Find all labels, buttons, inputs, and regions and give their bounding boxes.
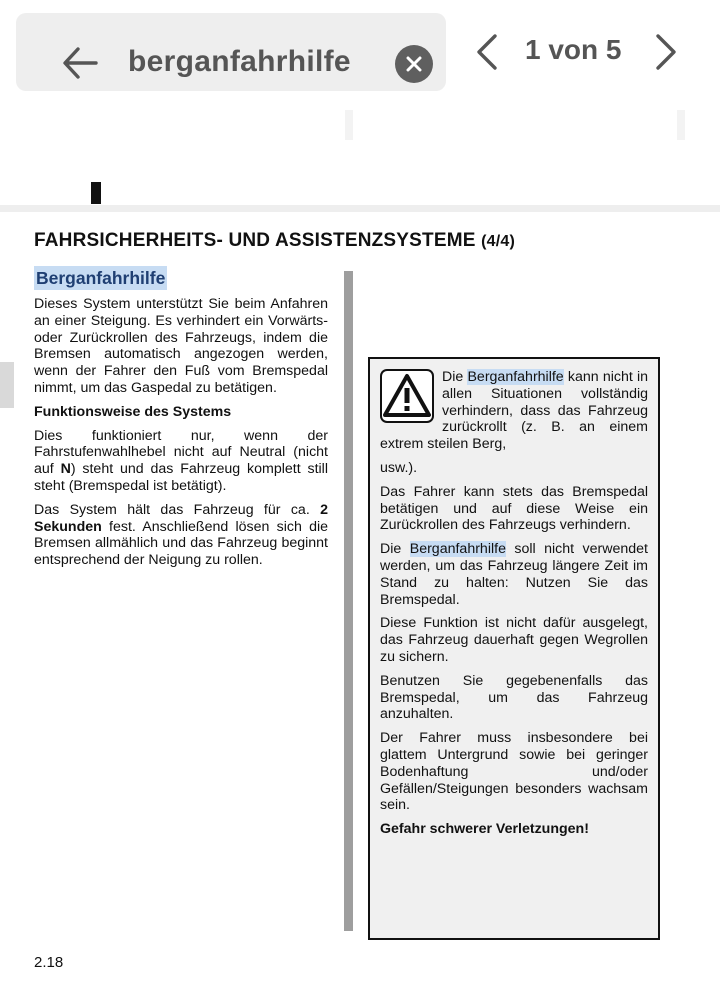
page-number: 2.18: [34, 954, 64, 971]
section-heading: Berganfahrhilfe: [36, 268, 166, 288]
warning-box: [368, 357, 660, 940]
side-tab[interactable]: [0, 362, 14, 408]
page-title-part: (4/4): [481, 233, 516, 250]
bold-text: 2 Sekunden: [34, 501, 328, 535]
text-span: ) steht und das Fahrzeug komplett still steht (Bremspedal ist betätigt).: [34, 461, 328, 494]
match-counter: 1 von 5: [525, 34, 622, 65]
text-span: soll nicht verwendet werden, um das Fahrzeug längere Zeit im Stand zu halten: Nutzen Sie das Bremspedal.: [380, 541, 648, 608]
page-divider: [0, 205, 720, 212]
text-span: Dies funktioniert nur, wenn der Fahrstufenwahlhebel nicht auf Neutral (nicht auf: [34, 427, 328, 478]
text-marker: [91, 182, 101, 204]
warning-paragraph: [380, 541, 648, 608]
warning-emphasis: Gefahr schwerer Verletzungen!: [380, 821, 589, 838]
text-span: fest. Anschließend lösen sich die Bremsen allmählich und das Fahrzeug beginnt entsprechend der Neigung zu rollen.: [34, 518, 328, 569]
warning-paragraph: usw.).: [380, 459, 418, 476]
search-input[interactable]: berganfahrhilfe: [128, 45, 351, 78]
warning-triangle-icon: [380, 369, 434, 423]
subheading: Funktionsweise des Systems: [34, 403, 232, 420]
page-title-text: FAHRSICHERHEITS- UND ASSISTENZSYSTEME: [34, 230, 476, 251]
text-span: Die: [442, 369, 468, 385]
previous-page-edge: [345, 110, 353, 140]
back-arrow-icon[interactable]: [60, 43, 100, 83]
page-title: [34, 230, 515, 252]
next-match-button[interactable]: [650, 32, 682, 72]
text-span: kann nicht in allen Situationen vollständig verhindern, dass das Fahrzeug zurückrollt (z. B. an einem extrem steilen Berg,: [380, 369, 648, 453]
clear-search-button[interactable]: [395, 45, 433, 83]
text-span: Die: [380, 541, 410, 558]
warning-paragraph: Das Fahrer kann stets das Bremspedal betätigen und auf diese Weise ein Zurückrollen des Fahrzeugs verhindern.: [380, 483, 648, 534]
intro-paragraph: Dieses System unterstützt Sie beim Anfahren an einer Steigung. Es verhindert ein Vorwärts- oder Zurückrollen des Fahrzeugs, indem die Bremsen automatisch angezogen werden, wenn der Fahrer den Fuß vom Bremspedal nimmt, um das Gaspedal zu betätigen.: [34, 296, 328, 396]
previous-match-button[interactable]: [471, 32, 503, 72]
function-paragraph: [34, 428, 328, 495]
find-bar: [16, 13, 446, 91]
warning-paragraph: Der Fahrer muss insbesondere bei glattem Untergrund sowie bei geringer Bodenhaftung und/oder Gefällen/Steigungen besonders wachsam sein.: [380, 730, 648, 814]
close-icon: [406, 56, 422, 72]
warning-paragraph: Benutzen Sie gegebenenfalls das Bremspedal, um das Fahrzeug anzuhalten.: [380, 672, 648, 723]
search-highlight: Berganfahrhilfe: [409, 541, 506, 558]
text-span: Das System hält das Fahrzeug für ca.: [34, 501, 321, 518]
search-highlight: Berganfahrhilfe: [467, 369, 564, 385]
previous-page-edge: [677, 110, 685, 140]
bold-text: N: [60, 461, 71, 478]
warning-paragraph: Diese Funktion ist nicht dafür ausgelegt, das Fahrzeug dauerhaft gegen Wegrollen zu sichern.: [380, 615, 648, 665]
duration-paragraph: [34, 502, 328, 569]
left-column: [34, 266, 328, 576]
column-divider: [344, 271, 353, 931]
